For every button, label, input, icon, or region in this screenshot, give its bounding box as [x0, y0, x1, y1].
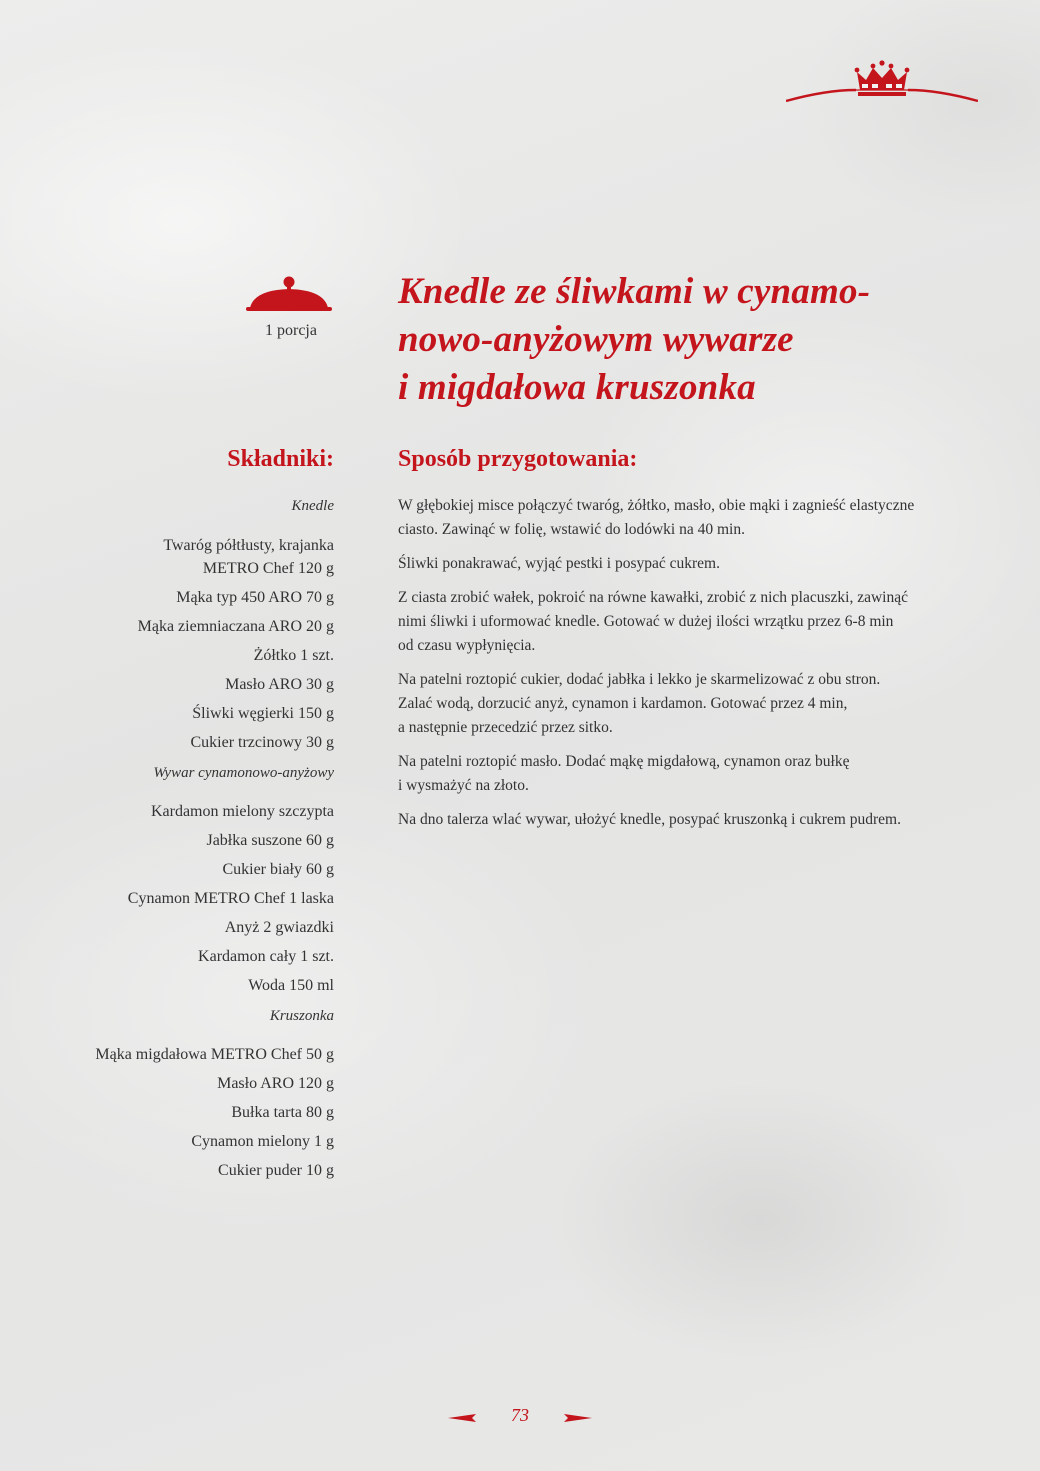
- step-line: Zalać wodą, dorzucić anyż, cynamon i kardamon. Gotować przez 4 min,: [398, 695, 848, 712]
- step-line: ciasto. Zawinąć w folię, wstawić do lodówki na 40 min.: [398, 521, 745, 538]
- ingredient-item: Cukier trzcinowy 30 g: [190, 734, 334, 751]
- ingredient-item: Masło ARO 30 g: [225, 676, 334, 693]
- ingredient-item: Cukier puder 10 g: [218, 1162, 334, 1179]
- step-line: Na patelni roztopić masło. Dodać mąkę migdałową, cynamon oraz bułkę: [398, 753, 850, 770]
- arrow-right-icon: [564, 1414, 592, 1422]
- ingredient-group-title: Knedle: [291, 498, 334, 514]
- step-line: nimi śliwki i uformować knedle. Gotować w dużej ilości wrzątku przez 6-8 min: [398, 613, 894, 630]
- step-line: Śliwki ponakrawać, wyjąć pestki i posypać cukrem.: [398, 555, 720, 572]
- recipe-title: [398, 268, 958, 412]
- ingredient-item: Cukier biały 60 g: [222, 861, 334, 878]
- ingredient-item: Cynamon mielony 1 g: [191, 1133, 334, 1150]
- method-step: [398, 552, 978, 576]
- ingredient-item: Woda 150 ml: [248, 977, 334, 994]
- method-step: [398, 494, 978, 542]
- ingredient-item: Mąka migdałowa METRO Chef 50 g: [95, 1046, 334, 1063]
- title-line: i migdałowa kruszonka: [398, 367, 756, 408]
- ingredient-item: Bułka tarta 80 g: [231, 1104, 334, 1121]
- ingredient-group-title: Kruszonka: [269, 1008, 334, 1024]
- method-step: [398, 668, 978, 740]
- ingredient-group-knedle: [34, 496, 334, 757]
- ingredient-item: Żółtko 1 szt.: [253, 647, 334, 664]
- ingredient-item: Masło ARO 120 g: [217, 1075, 334, 1092]
- step-line: Z ciasta zrobić wałek, pokroić na równe kawałki, zrobić z nich placuszki, zawinąć: [398, 589, 908, 606]
- title-line: nowo-anyżowym wywarze: [398, 319, 794, 360]
- crown-icon: [786, 60, 978, 110]
- ingredient-item: Mąka typ 450 ARO 70 g: [176, 589, 334, 606]
- servings-label: 1 porcja: [265, 322, 317, 339]
- ingredient-item: Cynamon METRO Chef 1 laska: [127, 890, 334, 907]
- page-number: 73: [511, 1405, 529, 1425]
- step-line: Na dno talerza wlać wywar, ułożyć knedle, posypać kruszonką i cukrem pudrem.: [398, 811, 901, 828]
- ingredient-line: METRO Chef 120 g: [202, 560, 334, 577]
- method-step: [398, 808, 978, 832]
- ingredient-group-title: Wywar cynamonowo-anyżowy: [153, 765, 334, 781]
- method-steps: [398, 494, 978, 842]
- ingredient-item: Kardamon mielony szczypta: [150, 803, 334, 820]
- ingredient-item: Kardamon cały 1 szt.: [198, 948, 334, 965]
- ingredient-item: Anyż 2 gwiazdki: [224, 919, 334, 936]
- crown-logo: [786, 60, 978, 110]
- ingredient-item: Śliwki węgierki 150 g: [192, 705, 334, 722]
- ingredient-group-wywar: [34, 763, 334, 1000]
- step-line: a następnie przecedzić przez sitko.: [398, 719, 613, 736]
- ingredient-group-kruszonka: [34, 1006, 334, 1185]
- step-line: W głębokiej misce połączyć twaróg, żółtko, masło, obie mąki i zagnieść elastyczne: [398, 497, 915, 514]
- ingredient-item: Mąka ziemniaczana ARO 20 g: [137, 618, 334, 635]
- ingredient-item: Jabłka suszone 60 g: [206, 832, 334, 849]
- method-step: [398, 586, 978, 658]
- ingredient-item: [34, 534, 334, 580]
- step-line: Na patelni roztopić cukier, dodać jabłka i lekko je skarmelizować z obu stron.: [398, 671, 881, 688]
- ingredient-line: Twaróg półtłusty, krajanka: [163, 537, 334, 554]
- method-heading: Sposób przygotowania:: [398, 446, 638, 472]
- step-line: i wysmażyć na złoto.: [398, 777, 529, 794]
- cloche-icon: [246, 274, 332, 314]
- page-footer: [448, 1402, 592, 1432]
- method-step: [398, 750, 978, 798]
- ingredients-list: [34, 496, 334, 1191]
- ingredients-heading: Składniki:: [227, 446, 334, 472]
- title-line: Knedle ze śliwkami w cynamo-: [398, 271, 871, 312]
- step-line: od czasu wypłynięcia.: [398, 637, 536, 654]
